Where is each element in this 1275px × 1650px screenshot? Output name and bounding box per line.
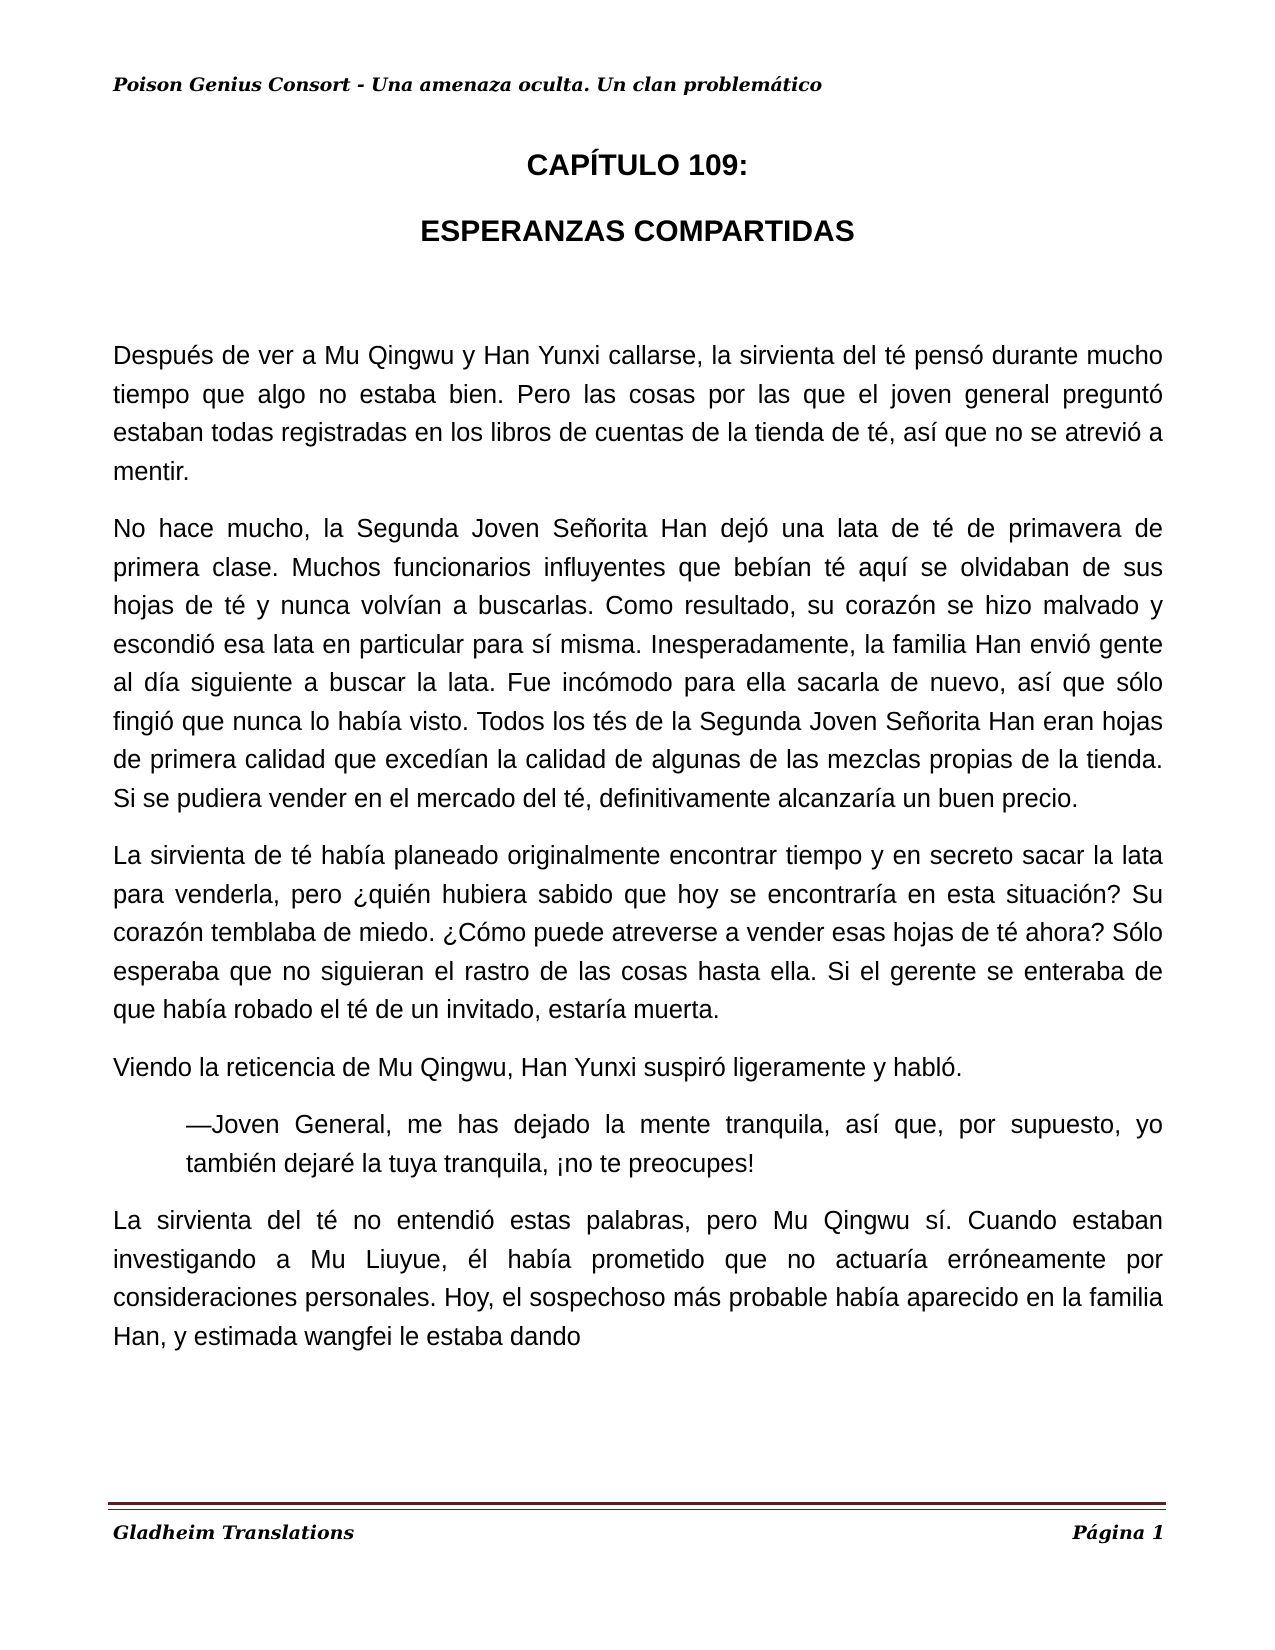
paragraph: Después de ver a Mu Qingwu y Han Yunxi callarse, la sirvienta del té pensó durante mucho tiempo que algo no estaba bien. Pero las cosas por las que el joven general preguntó estaban todas registradas en los libros de cuentas de la tienda de té, así que no se atrevió a mentir. bbox=[113, 342, 1163, 486]
footer-publisher: Gladheim Translations bbox=[113, 1522, 355, 1544]
paragraph: La sirvienta de té había planeado originalmente encontrar tiempo y en secreto sacar la lata para venderla, pero ¿quién hubiera sabido que hoy se encontraría en esta situación? Su corazón temblaba de miedo. ¿Cómo puede atreverse a vender esas hojas de té ahora? Sólo esperaba que no siguieran el rastro de las cosas hasta ella. Si el gerente se enteraba de que había robado el té de un invitado, estaría muerta. bbox=[113, 842, 1163, 1024]
paragraph: La sirvienta del té no entendió estas palabras, pero Mu Qingwu sí. Cuando estaban investigando a Mu Liuyue, él había prometido que no actuaría erróneamente por consideraciones personales. Hoy, el sospechoso más probable había aparecido en la familia Han, y estimada wangfei le estaba dando bbox=[113, 1207, 1163, 1351]
page-number: Página 1 bbox=[1072, 1522, 1165, 1544]
chapter-body bbox=[113, 337, 1163, 1375]
chapter-title: ESPERANZAS COMPARTIDAS bbox=[420, 215, 855, 248]
chapter-number: CAPÍTULO 109: bbox=[526, 149, 749, 182]
paragraph: Viendo la reticencia de Mu Qingwu, Han Yunxi suspiró ligeramente y habló. bbox=[113, 1053, 963, 1082]
footer-divider bbox=[108, 1502, 1166, 1510]
paragraph: No hace mucho, la Segunda Joven Señorita Han dejó una lata de té de primavera de primera clase. Muchos funcionarios influyentes que bebían té aquí se olvidaban de sus hojas de té y nunca volvían a buscarlas. Como resultado, su corazón se hizo malvado y escondió esa lata en particular para sí misma. Inesperadamente, la familia Han envió gente al día siguiente a buscar la lata. Fue incómodo para ella sacarla de nuevo, así que sólo fingió que nunca lo había visto. Todos los tés de la Segunda Joven Señorita Han eran hojas de primera calidad que excedían la calidad de algunas de las mezclas propias de la tienda. Si se pudiera vender en el mercado del té, definitivamente alcanzaría un buen precio. bbox=[113, 515, 1163, 813]
running-header: Poison Genius Consort - Una amenaza oculta. Un clan problemático bbox=[113, 74, 822, 96]
dialogue-paragraph: —Joven General, me has dejado la mente tranquila, así que, por supuesto, yo también dejaré la tuya tranquila, ¡no te preocupes! bbox=[186, 1111, 1163, 1178]
